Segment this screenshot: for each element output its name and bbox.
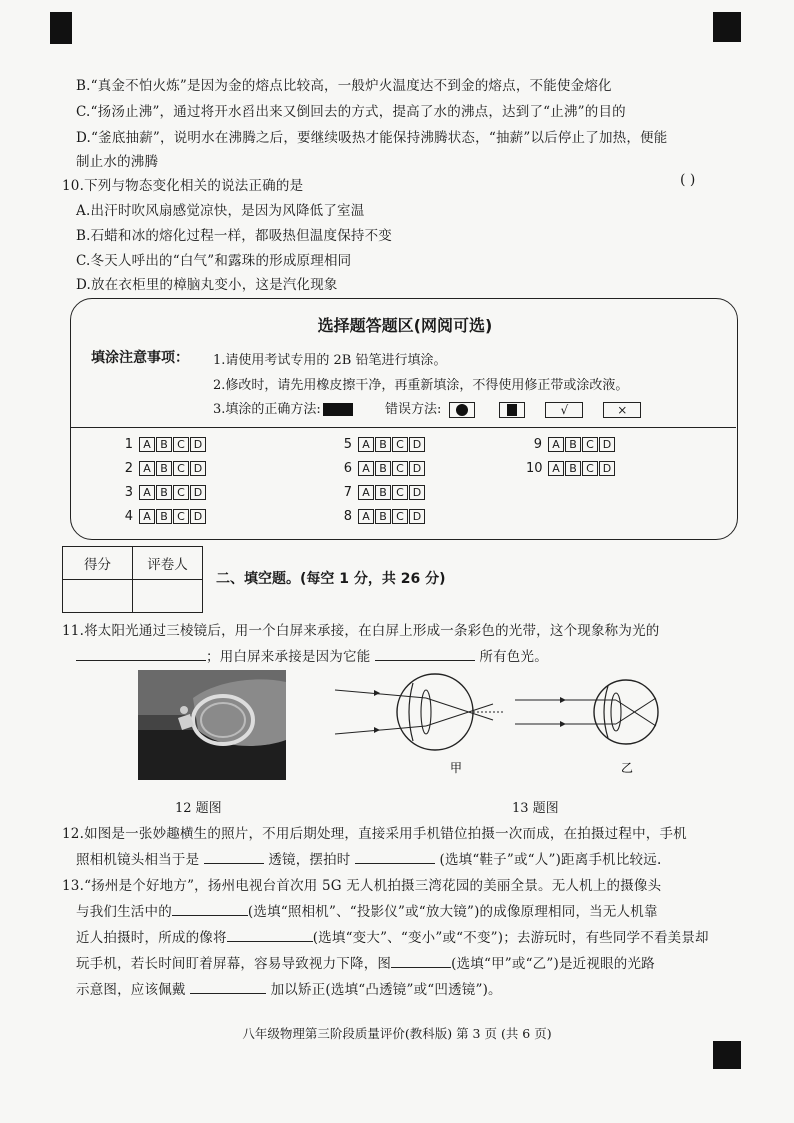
q13-line-1: 13.“扬州是个好地方”，扬州电视台首次用 5G 无人机拍摄三湾花园的美丽全景。无人机上的摄像头 [62,878,662,894]
q9-option-b: B.“真金不怕火炼”是因为金的熔点比较高，一般炉火温度达不到金的熔点，不能使金熔化 [76,78,612,94]
answer-row-1[interactable]: 1 A B C D [117,437,207,452]
wrong-fill-cross-example: × [603,402,641,418]
score-table [62,546,203,613]
answer-row-10[interactable]: 10 A B C D [526,461,616,476]
q9-option-d-cont: 制止水的沸腾 [76,154,159,170]
q10-option-a: A.出汗时吹风扇感觉凉快，是因为风降低了室温 [76,203,365,219]
answer-box-divider [71,427,736,428]
answer-sheet-box [70,298,738,540]
q10-option-b: B.石蜡和冰的熔化过程一样，都吸热但温度保持不变 [76,228,393,244]
q9-option-d: D.“釜底抽薪”，说明水在沸腾之后，要继续吸热才能保持沸腾状态，“抽薪”以后停止了加热，便能 [76,130,668,146]
q11-blank-2[interactable] [375,648,475,661]
fill-note-3 [213,398,641,418]
q13-line-4: 玩手机，若长时间盯着屏幕，容易导致视力下降，图 (选填“甲”或“乙”)是近视眼的光路 [76,956,655,972]
q13-blank-4[interactable] [190,981,266,994]
answer-row-8[interactable]: 8 A B C D [336,509,426,524]
q12-line-2: 照相机镜头相当于是 透镜，摆拍时 (选填“鞋子”或“人”)距离手机比较远. [76,852,662,868]
grader-cell[interactable] [133,580,203,613]
q13-line-2: 与我们生活中的 (选填“照相机”、“投影仪”或“放大镜”)的成像原理相同，当无人机靠 [76,904,658,920]
q10-stem: 10.下列与物态变化相关的说法正确的是 [62,178,304,194]
wrong-fill-check-example: √ [545,402,583,418]
q11-line-1: 11.将太阳光通过三棱镜后，用一个白屏来承接，在白屏上形成一条彩色的光带，这个现象称为光的 [62,623,660,639]
correct-fill-example [323,403,353,416]
answer-row-7[interactable]: 7 A B C D [336,485,426,500]
answer-row-9[interactable]: 9 A B C D [526,437,616,452]
correct-method-label: 3.填涂的正确方法: [213,402,321,417]
q13-blank-1[interactable] [172,903,248,916]
q13-line-3: 近人拍摄时，所成的像将 (选填“变大”、“变小”或“不变”)；去游玩时，有些同学不看美景却 [76,930,709,946]
fill-note-1: 1.请使用考试专用的 2B 铅笔进行填涂。 [213,353,447,368]
q10-answer-bracket: ( ) [680,172,696,188]
q10-option-d: D.放在衣柜里的樟脑丸变小，这是汽化现象 [76,277,338,293]
page-footer: 八年级物理第三阶段质量评价(教科版) 第 3 页 (共 6 页) [242,1026,552,1041]
eye-diagram-jia [335,674,505,750]
eye-label-yi: 乙 [621,761,634,775]
q12-blank-1[interactable] [204,851,264,864]
q13-blank-3[interactable] [391,955,451,968]
q12-line-1: 12.如图是一张妙趣横生的照片，不用后期处理，直接采用手机错位拍摄一次而成，在拍摄过程中，手机 [62,826,687,842]
answer-row-6[interactable]: 6 A B C D [336,461,426,476]
fill-note-2: 2.修改时，请先用橡皮擦干净，再重新填涂，不得使用修正带或涂改液。 [213,378,629,393]
wrong-method-label: 错误方法: [384,402,442,417]
eye-diagram-yi [515,680,658,744]
q11-line-2: ；用白屏来承接是因为它能 所有色光。 [76,645,548,665]
q12-photo [138,670,286,780]
eye-label-jia: 甲 [450,761,463,775]
q13-eye-diagrams [330,668,690,780]
caption-figure-12: 12 题图 [175,801,222,816]
section-2-title: 二、填空题。(每空 1 分，共 26 分) [216,571,446,587]
answer-row-2[interactable]: 2 A B C D [117,461,207,476]
answer-row-3[interactable]: 3 A B C D [117,485,207,500]
fill-notes-heading: 填涂注意事项： [91,350,189,366]
q12-blank-2[interactable] [355,851,435,864]
answer-row-5[interactable]: 5 A B C D [336,437,426,452]
wrong-fill-partial-example [499,402,525,418]
wrong-fill-dot-example [449,402,475,418]
registration-mark-top-left [50,12,72,44]
score-header: 得分 [63,547,133,580]
q11-blank-1[interactable] [76,648,206,661]
grader-header: 评卷人 [133,547,203,580]
q13-line-5: 示意图，应该佩戴 加以矫正(选填“凸透镜”或“凹透镜”)。 [76,982,502,998]
q13-blank-2[interactable] [227,929,313,942]
answer-row-4[interactable]: 4 A B C D [117,509,207,524]
q9-option-c: C.“扬汤止沸”，通过将开水舀出来又倒回去的方式，提高了水的沸点，达到了“止沸”的目的 [76,104,626,120]
registration-mark-bottom-right [713,1041,741,1069]
caption-figure-13: 13 题图 [512,801,559,816]
score-cell[interactable] [63,580,133,613]
answer-box-title: 选择题答题区(网阅可选) [317,316,493,335]
registration-mark-top-right [713,12,741,42]
q10-option-c: C.冬天人呼出的“白气”和露珠的形成原理相同 [76,253,352,269]
